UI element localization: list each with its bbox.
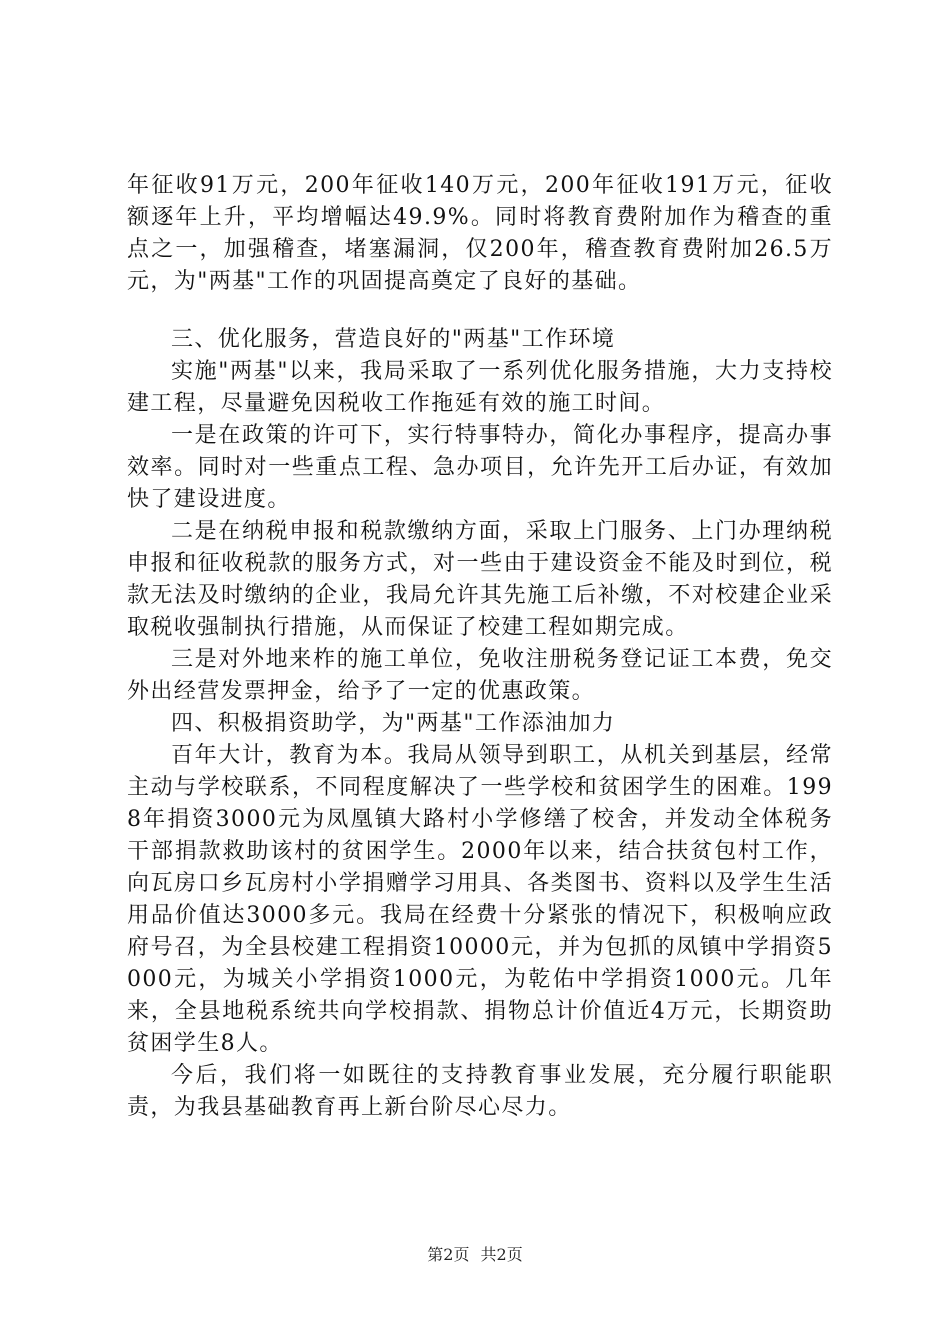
paragraph-continuation: 年征收91万元，200年征收140万元，200年征收191万元，征收额逐年上升，平均增幅达49.9%。同时将教育费附加作为稽查的重点之一，加强稽查，堵塞漏洞，仅200年，稽查教育费附加26.5万元，为"两基"工作的巩固提高奠定了良好的基础。 (127, 173, 833, 294)
section-heading-3: 三、优化服务，营造良好的"两基"工作环境 (171, 327, 616, 352)
paragraph-service-point-3: 三是对外地来柞的施工单位，免收注册税务登记证工本费，免交外出经营发票押金，给予了一定的优惠政策。 (127, 647, 833, 704)
page-number-current: 第2页 (427, 1245, 470, 1264)
paragraph-service-intro: 实施"两基"以来，我局采取了一系列优化服务措施，大力支持校建工程，尽量避免因税收工作拖延有效的施工时间。 (127, 359, 833, 416)
section-heading-4: 四、积极捐资助学，为"两基"工作添油加力 (171, 711, 616, 736)
paragraph-donation: 百年大计，教育为本。我局从领导到职工，从机关到基层，经常主动与学校联系，不同程度解决了一些学校和贫困学生的困难。1998年捐资3000元为凤凰镇大路村小学修缮了校舍，并发动全体税务干部捐款救助该村的贫困学生。2000年以来，结合扶贫包村工作，向瓦房口乡瓦房村小学捐赠学习用具、各类图书、资料以及学生生活用品价值达3000多元。我局在经费十分紧张的情况下，积极响应政府号召，为全县校建工程捐资10000元，并为包抓的凤镇中学捐资5000元，为城关小学捐资1000元，为乾佑中学捐资1000元。几年来，全县地税系统共向学校捐款、捐物总计价值近4万元，长期资助贫困学生8人。 (127, 743, 833, 1056)
paragraph-service-point-2: 二是在纳税申报和税款缴纳方面，采取上门服务、上门办理纳税申报和征收税款的服务方式，对一些由于建设资金不能及时到位，税款无法及时缴纳的企业，我局允许其先施工后补缴，不对校建企业采取税收强制执行措施，从而保证了校建工程如期完成。 (127, 519, 833, 640)
page-footer (0, 1244, 950, 1266)
paragraph-conclusion: 今后，我们将一如既往的支持教育事业发展，充分履行职能职责，为我县基础教育再上新台阶尽心尽力。 (127, 1063, 833, 1120)
paragraph-service-point-1: 一是在政策的许可下，实行特事特办，简化办事程序，提高办事效率。同时对一些重点工程、急办项目，允许先开工后办证，有效加快了建设进度。 (127, 423, 833, 512)
document-body (127, 170, 833, 1124)
page-number-total: 共2页 (480, 1245, 523, 1264)
